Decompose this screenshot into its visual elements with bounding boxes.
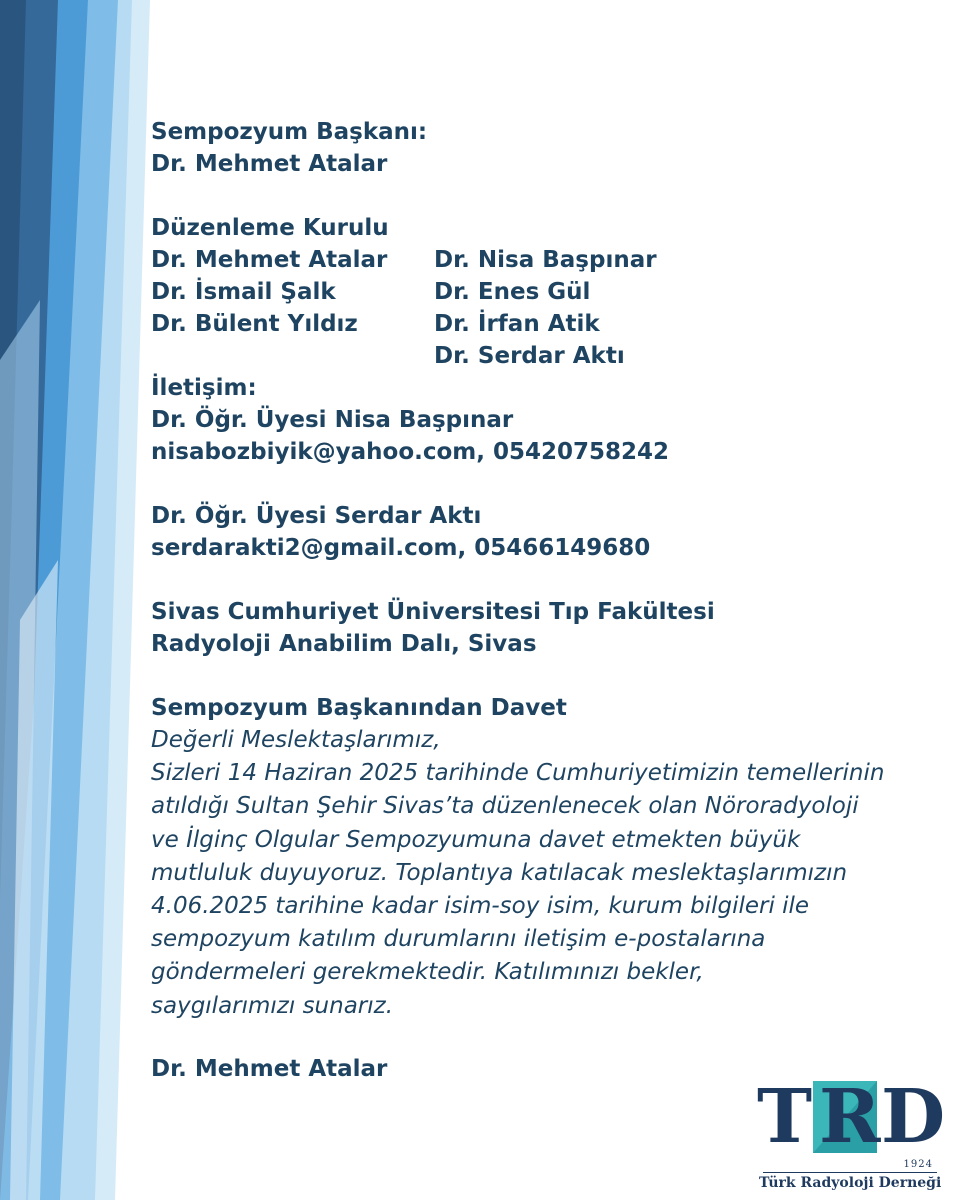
committee-member: Dr. İrfan Atik bbox=[434, 311, 600, 337]
invitation-line: ve İlginç Olgular Sempozyumuna davet etmekten büyük bbox=[151, 826, 801, 853]
committee-member: Dr. İsmail Şalk bbox=[151, 279, 336, 305]
spacer bbox=[151, 180, 931, 212]
president-name: Dr. Mehmet Atalar bbox=[151, 151, 388, 177]
logo-letter: D bbox=[881, 1074, 946, 1160]
invitation-line: Sizleri 14 Haziran 2025 tarihinde Cumhuriyetimizin temellerinin bbox=[151, 760, 885, 787]
invitation-line: Değerli Meslektaşlarımız, bbox=[151, 727, 441, 753]
logo-organization-name: Türk Radyoloji Derneği bbox=[759, 1175, 942, 1191]
logo-divider bbox=[763, 1172, 937, 1173]
committee-member: Dr. Enes Gül bbox=[434, 279, 591, 305]
invitation-text bbox=[151, 724, 951, 1023]
invitation-line: sempozyum katılım durumlarını iletişim e-postalarına bbox=[151, 926, 766, 953]
logo-year: 1924 bbox=[903, 1159, 933, 1170]
committee-right-column bbox=[434, 244, 834, 372]
invitation-line: atıldığı Sultan Şehir Sivas’ta düzenlenecek olan Nöroradyoloji bbox=[151, 793, 859, 820]
invitation-line: 4.06.2025 tarihine kadar isim-soy isim, kurum bilgileri ile bbox=[151, 892, 810, 919]
contact-heading: İletişim: bbox=[151, 375, 257, 401]
committee-member: Dr. Bülent Yıldız bbox=[151, 311, 358, 337]
address-line-1: Sivas Cumhuriyet Üniversitesi Tıp Fakültesi bbox=[151, 599, 715, 625]
invitation-line: saygılarımızı sunarız. bbox=[151, 992, 394, 1019]
signature: Dr. Mehmet Atalar bbox=[151, 1055, 388, 1082]
logo-letter: R bbox=[819, 1074, 881, 1160]
spacer bbox=[151, 1023, 931, 1053]
logo-letters bbox=[755, 1074, 946, 1160]
contact-person-1-info: nisabozbiyik@yahoo.com, 05420758242 bbox=[151, 439, 670, 465]
contact-person-2-name: Dr. Öğr. Üyesi Serdar Aktı bbox=[151, 503, 482, 529]
contact-person-2-info: serdarakti2@gmail.com, 05466149680 bbox=[151, 535, 651, 561]
president-heading: Sempozyum Başkanı: bbox=[151, 119, 428, 145]
spacer bbox=[151, 468, 931, 500]
invitation-line: göndermeleri gerekmektedir. Katılımınızı bekler, bbox=[151, 959, 704, 986]
committee-heading: Düzenleme Kurulu bbox=[151, 215, 389, 241]
committee-left-column bbox=[151, 244, 431, 340]
committee-member: Dr. Nisa Başpınar bbox=[434, 247, 657, 273]
committee-members bbox=[151, 244, 931, 372]
invitation-line: mutluluk duyuyoruz. Toplantıya katılacak meslektaşlarımızın bbox=[151, 859, 848, 886]
logo-letter: T bbox=[757, 1074, 813, 1160]
committee-member: Dr. Mehmet Atalar bbox=[151, 247, 388, 273]
trd-logo bbox=[755, 1075, 945, 1195]
invitation-heading: Sempozyum Başkanından Davet bbox=[151, 695, 567, 721]
contact-person-1-name: Dr. Öğr. Üyesi Nisa Başpınar bbox=[151, 407, 514, 433]
spacer bbox=[151, 564, 931, 596]
address-line-2: Radyoloji Anabilim Dalı, Sivas bbox=[151, 631, 537, 657]
spacer bbox=[151, 660, 931, 692]
document-body bbox=[151, 116, 931, 1085]
committee-member: Dr. Serdar Aktı bbox=[434, 343, 625, 369]
